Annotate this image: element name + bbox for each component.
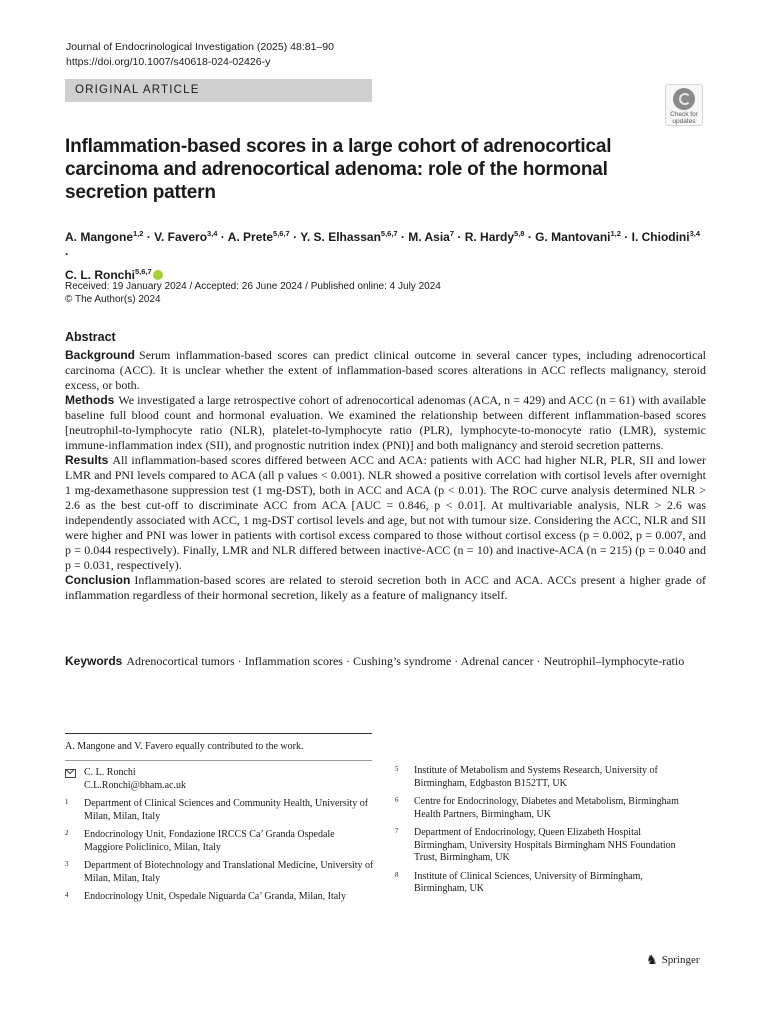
author[interactable]: A. Prete$^{5,6,7}$ xyxy=(227,229,290,244)
author[interactable]: M. Asia$^7$ xyxy=(408,229,455,244)
affiliation: 2 Endocrinology Unit, Fondazione IRCCS Ca’ Granda Ospedale Maggiore Policlinico, Milan, Italy xyxy=(65,829,335,853)
author[interactable]: Y. S. Elhassan$^{5,6,7}$ xyxy=(300,229,398,244)
abstract-methods: Methods We investigated a large retrospective cohort of adrenocortical adenomas (ACA, n = 429) and ACC (n = 61) with available baseline full blood count and hormonal evaluation. We examined the relationship between different inflammation-based scores [neutrophil-to-lymphocyte ratio (NLR), platelet-to-lymphocyte ratio (PLR), lymphocyte-to-monocyte ratio (LMR), systemic immune-inflammation index (SII), and prognostic nutrition index (PNI)] and both malignancy and steroid secretion patterns. xyxy=(65,393,706,452)
envelope-icon xyxy=(65,769,76,778)
orcid-icon[interactable] xyxy=(153,270,163,280)
abstract-background: Background Serum inflammation-based scores can predict clinical outcome in several cancer types, including adrenocortical carcinoma (ACC). It is unclear whether the extent of inflammation-based scores alterations in ACC reflects malignancy, steroid excess, or both. xyxy=(65,348,706,392)
doi-link[interactable]: https://doi.org/10.1007/s40618-024-02426-y xyxy=(66,56,271,68)
correspondence-name: C. L. Ronchi xyxy=(84,767,136,778)
author[interactable]: I. Chiodini$^{3,4}$ xyxy=(631,229,701,244)
equal-contribution-note: A. Mangone and V. Favero equally contributed to the work. xyxy=(65,741,304,752)
footnote-divider-secondary xyxy=(65,760,372,761)
affiliation: 1 Department of Clinical Sciences and Community Health, University of Milan, Milan, Italy xyxy=(65,798,369,822)
abstract-section xyxy=(65,330,706,603)
abstract-conclusion: Conclusion Inflammation-based scores are related to steroid secretion both in ACC and ACA. ACCs present a higher grade of inflammation regardless of their hormonal secretion, likely as a feature of malignancy itself. xyxy=(65,573,706,602)
affiliations-left xyxy=(65,767,375,910)
author-list: A. Mangone$^{1,2}$ · V. Favero$^{3,4}$ · A. Prete$^{5,6,7}$ · Y. S. Elhassan$^{5,6,7}$ · M. Asia$^7$ · R. Hardy$^{5,8}$ · G. Mantovani$^{1,2}$ · I. Chiodini$^{3,4}$ · C. L. Ronchi$^{5,6,7}$ xyxy=(65,229,701,282)
affiliations-right xyxy=(395,765,685,902)
publication-history: Received: 19 January 2024 / Accepted: 26 June 2024 / Published online: 4 July 2024 xyxy=(65,281,441,292)
crossmark-icon xyxy=(673,88,695,110)
check-for-updates-badge[interactable] xyxy=(665,84,703,126)
footnote-divider xyxy=(65,733,372,734)
correspondence-email[interactable]: C.L.Ronchi@bham.ac.uk xyxy=(84,779,186,791)
abstract-heading: Abstract xyxy=(65,330,116,344)
affiliation: 5 Institute of Metabolism and Systems Research, University of Birmingham, Edgbaston B152TT, UK xyxy=(395,765,658,789)
author[interactable]: G. Mantovani$^{1,2}$ xyxy=(535,229,621,244)
affiliation: 7 Department of Endocrinology, Queen Elizabeth Hospital Birmingham, University Hospitals Birmingham NHS Foundation Trust, Birmingham, UK xyxy=(395,827,676,863)
keywords-label: Keywords xyxy=(65,654,123,668)
author[interactable]: C. L. Ronchi$^{5,6,7}$ xyxy=(65,267,152,282)
keywords-text: Adrenocortical tumors · Inflammation scores · Cushing’s syndrome · Adrenal cancer · Neutrophil–lymphocyte-ratio xyxy=(126,654,685,668)
author[interactable]: A. Mangone$^{1,2}$ xyxy=(65,229,144,244)
publisher-name: Springer xyxy=(661,954,700,966)
article-type-banner: ORIGINAL ARTICLE xyxy=(65,79,372,102)
affiliation: 6 Centre for Endocrinology, Diabetes and Metabolism, Birmingham Health Partners, Birmingham, UK xyxy=(395,796,679,820)
keywords xyxy=(65,654,706,669)
check-updates-label: Check for updates xyxy=(670,111,698,125)
copyright: © The Author(s) 2024 xyxy=(65,294,161,305)
publisher-logo xyxy=(646,952,700,968)
affiliation: 3 Department of Biotechnology and Translational Medicine, University of Milan, Milan, Italy xyxy=(65,860,374,884)
article-title: Inflammation-based scores in a large cohort of adrenocortical carcinoma and adrenocortical adenoma: role of the hormonal secretion pattern xyxy=(65,136,612,203)
affiliation: 8 Institute of Clinical Sciences, University of Birmingham, Birmingham, UK xyxy=(395,870,643,894)
abstract-results: Results All inflammation-based scores differed between ACC and ACA: patients with ACC had higher NLR, PLR, SII and lower LMR and PNI levels compared to ACA (all p values < 0.001). NLR showed a positive correlation with cortisol levels after overnight 1 mg-dexamethasone suppression test (1 mg-DST), both in ACC and ACA (p < 0.01). The ROC curve analysis determined NLR > 2.6 as the best cut-off to discriminate ACC from ACA [AUC = 0.846, p < 0.01]. At multivariable analysis, NLR > 2.6 was independently associated with ACC, 1 mg-DST cortisol levels and age, but not with tumour size. Considering the ACC, NLR and SII were higher and PNI was lower in patients with cortisol excess compared to those without cortisol excess (p = 0.002, p = 0.007, and p = 0.044 respectively). Finally, LMR and NLR differed between inactive-ACC (n = 10) and inactive-ACA (n = 215) (p = 0.040 and p = 0.031, respectively). xyxy=(65,453,706,572)
publication-dates xyxy=(65,280,441,306)
correspondence xyxy=(65,767,375,792)
author[interactable]: V. Favero$^{3,4}$ xyxy=(154,229,218,244)
journal-header xyxy=(66,40,334,70)
journal-citation: Journal of Endocrinological Investigation (2025) 48:81–90 xyxy=(66,41,334,53)
springer-horse-icon: ♞ xyxy=(646,952,658,967)
author[interactable]: R. Hardy$^{5,8}$ xyxy=(464,229,525,244)
affiliation: 4 Endocrinology Unit, Ospedale Niguarda Ca’ Granda, Milan, Italy xyxy=(65,891,346,902)
